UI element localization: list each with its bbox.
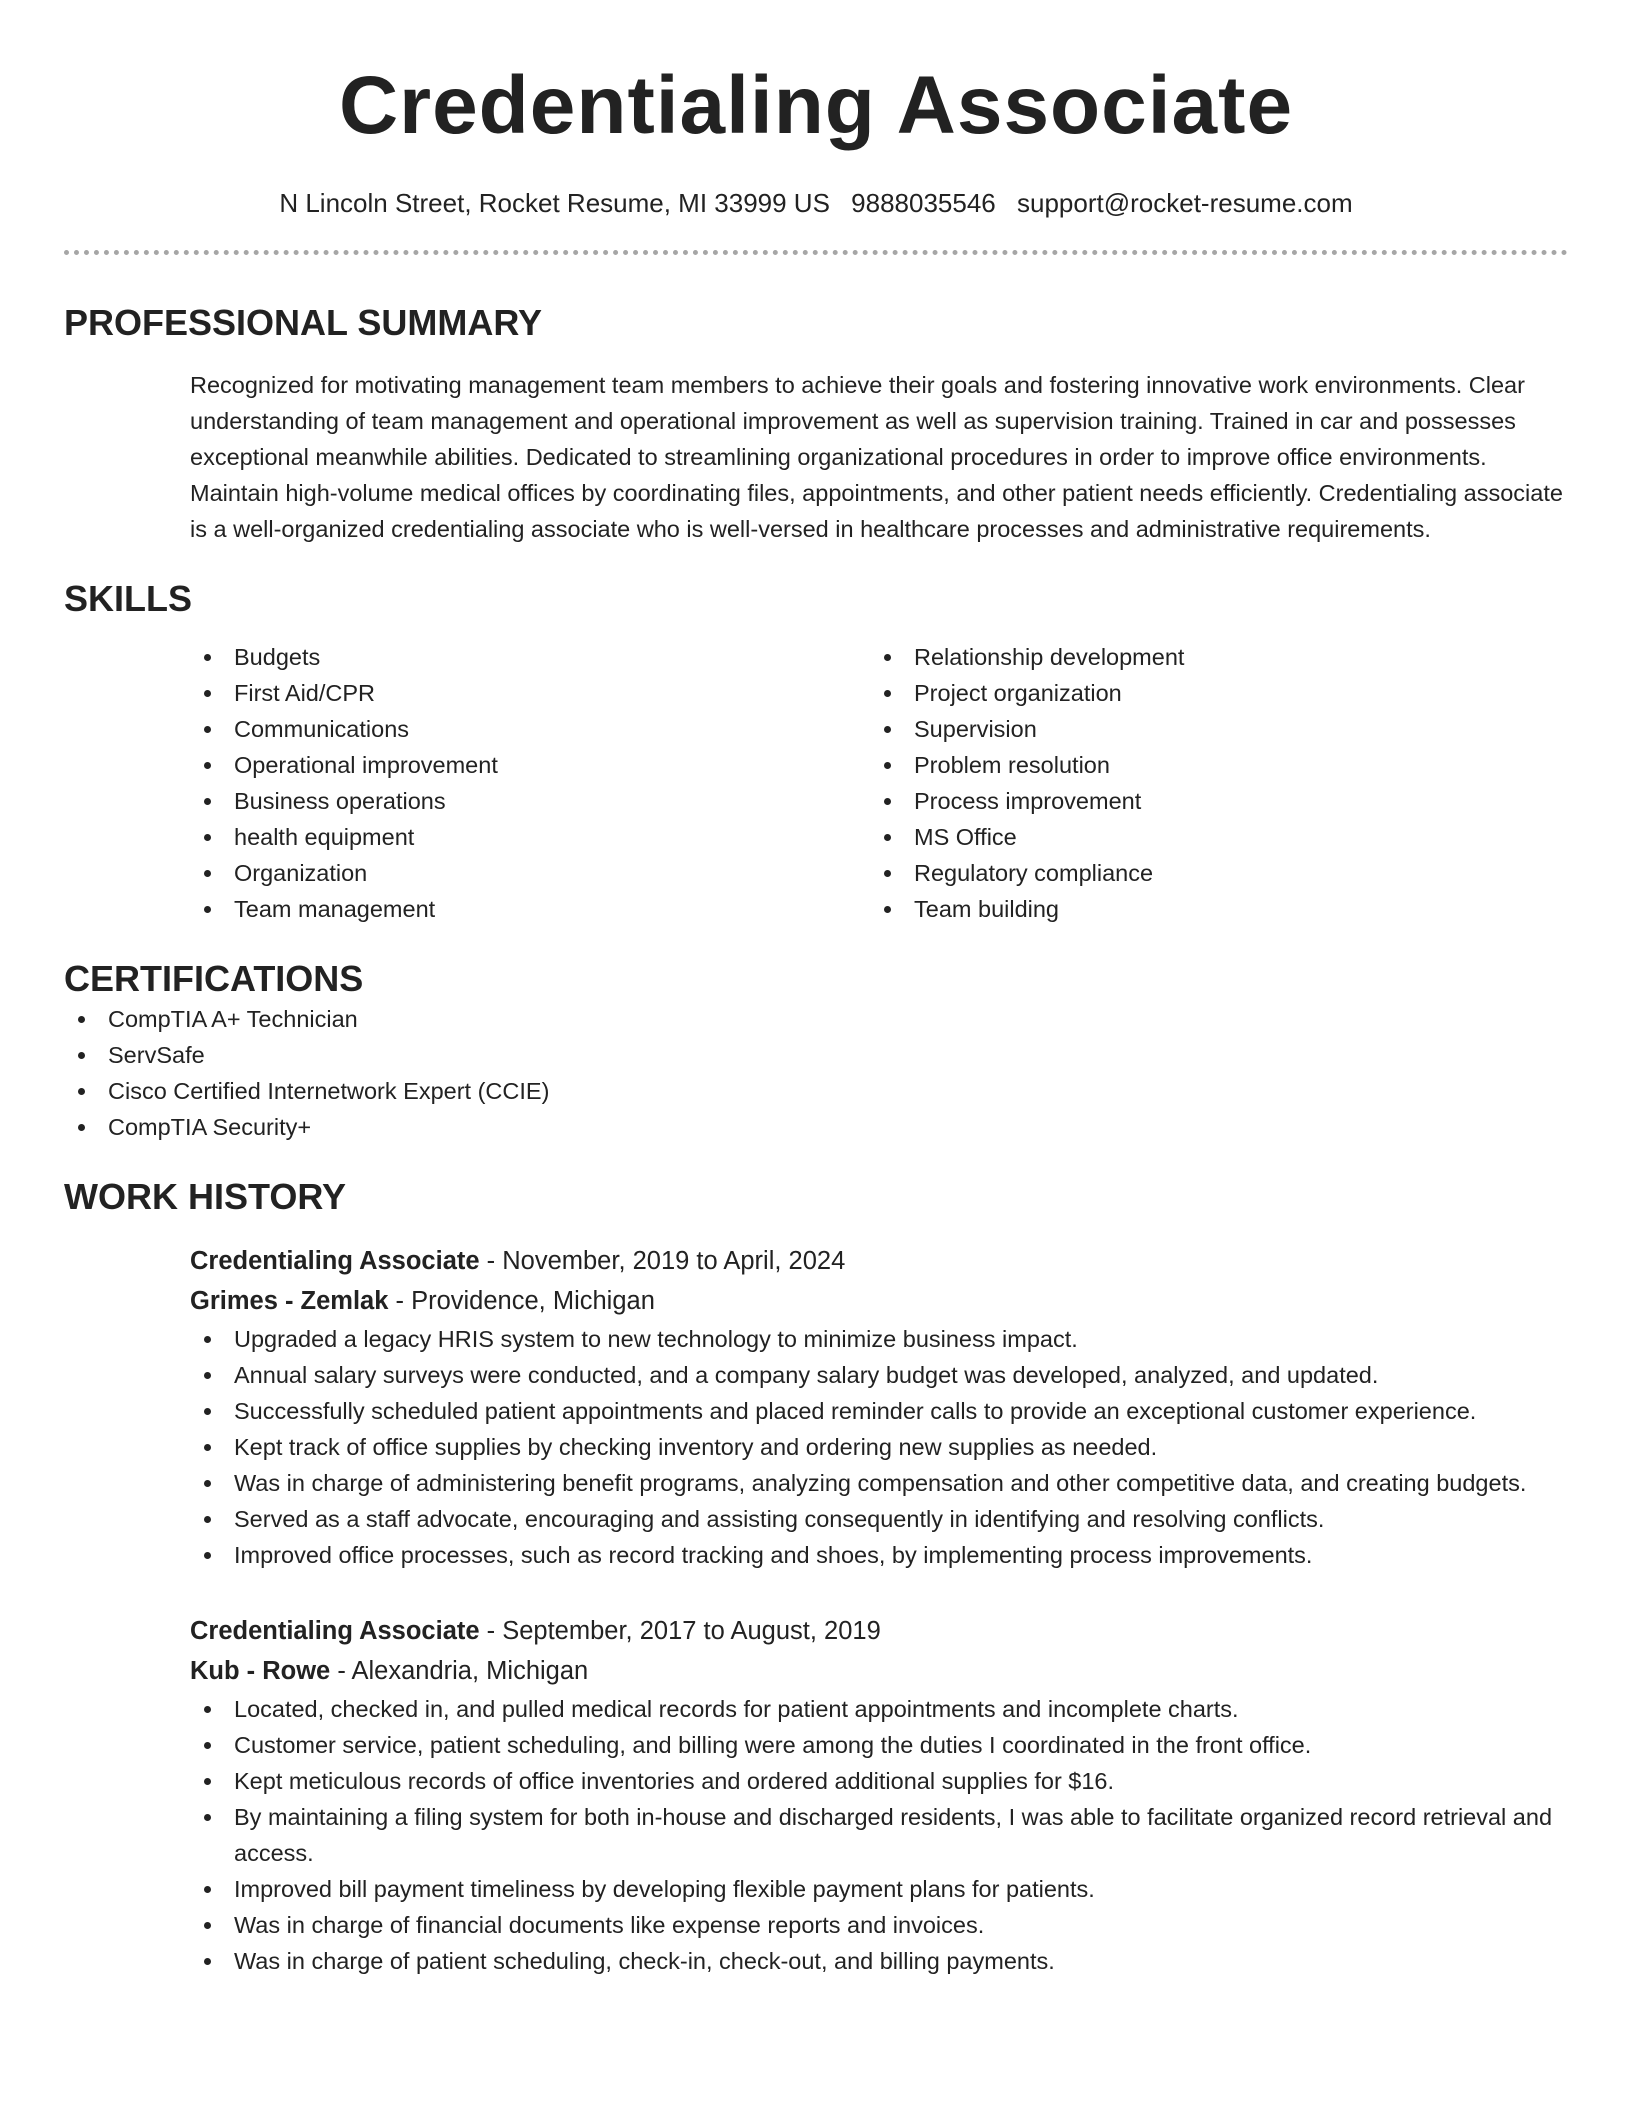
job-duties-list	[190, 1321, 1568, 1573]
skill-item: Team building	[870, 891, 1550, 927]
job-duty: Improved bill payment timeliness by developing flexible payment plans for patients.	[190, 1871, 1568, 1907]
job-company-line	[190, 1651, 1568, 1691]
skill-item: Supervision	[870, 711, 1550, 747]
job-duty: Kept meticulous records of office inventories and ordered additional supplies for $16.	[190, 1763, 1568, 1799]
contact-address: N Lincoln Street, Rocket Resume, MI 33999 US	[279, 188, 830, 218]
job-entry	[190, 1241, 1568, 1573]
job-duty: Successfully scheduled patient appointments and placed reminder calls to provide an exceptional customer experience.	[190, 1393, 1568, 1429]
skill-item: Operational improvement	[190, 747, 870, 783]
job-duty: Upgraded a legacy HRIS system to new technology to minimize business impact.	[190, 1321, 1568, 1357]
skill-item: Team management	[190, 891, 870, 927]
job-duty: Served as a staff advocate, encouraging and assisting consequently in identifying and resolving conflicts.	[190, 1501, 1568, 1537]
skills-list-right	[870, 639, 1550, 927]
job-duties-list	[190, 1691, 1568, 1979]
skill-item: Process improvement	[870, 783, 1550, 819]
job-company: Grimes - Zemlak	[190, 1287, 389, 1315]
certification-item: CompTIA A+ Technician	[64, 1001, 1568, 1037]
job-duty: Customer service, patient scheduling, and billing were among the duties I coordinated in the front office.	[190, 1727, 1568, 1763]
job-role: Credentialing Associate	[190, 1247, 480, 1275]
skills-heading: SKILLS	[64, 578, 193, 619]
job-duty: By maintaining a filing system for both in-house and discharged residents, I was able to facilitate organized record retrieval and access.	[190, 1799, 1568, 1871]
skill-item: Organization	[190, 855, 870, 891]
skill-item: MS Office	[870, 819, 1550, 855]
skill-item: Relationship development	[870, 639, 1550, 675]
skills-list-left	[190, 639, 870, 927]
job-company-line	[190, 1281, 1568, 1321]
job-title-line	[190, 1241, 1568, 1281]
work-history-heading: WORK HISTORY	[64, 1176, 347, 1217]
job-title-line	[190, 1611, 1568, 1651]
resume-name: Credentialing Associate	[338, 60, 1294, 151]
skill-item: health equipment	[190, 819, 870, 855]
summary-text: Recognized for motivating management team members to achieve their goals and fostering innovative work environments. Clear understanding of team management and operational improvement as well as supervision training. Trained in car and possesses exceptional meanwhile abilities. Dedicated to streamlining organizational procedures in order to improve office environments. Maintain high-volume medical offices by coordinating files, appointments, and other patient needs efficiently. Credentialing associate is a well-organized credentialing associate who is well-versed in healthcare processes and administrative requirements.	[190, 372, 1563, 542]
job-duty: Kept track of office supplies by checking inventory and ordering new supplies as needed.	[190, 1429, 1568, 1465]
resume-page	[64, 0, 1568, 1979]
skills-grid	[190, 639, 1568, 927]
certification-item: Cisco Certified Internetwork Expert (CCIE)	[64, 1073, 1568, 1109]
job-dates: - November, 2019 to April, 2024	[479, 1247, 846, 1275]
certification-item: CompTIA Security+	[64, 1109, 1568, 1145]
job-location: - Alexandria, Michigan	[330, 1657, 589, 1685]
header-divider	[64, 250, 1568, 255]
skills-column-left	[190, 639, 870, 927]
job-dates: - September, 2017 to August, 2019	[479, 1617, 881, 1645]
skill-item: Business operations	[190, 783, 870, 819]
skill-item: Project organization	[870, 675, 1550, 711]
summary-heading: PROFESSIONAL SUMMARY	[64, 302, 543, 343]
job-duty: Annual salary surveys were conducted, and a company salary budget was developed, analyzed, and updated.	[190, 1357, 1568, 1393]
skill-item: Regulatory compliance	[870, 855, 1550, 891]
job-role: Credentialing Associate	[190, 1617, 480, 1645]
skill-item: Communications	[190, 711, 870, 747]
contact-line	[64, 184, 1568, 222]
job-duty: Located, checked in, and pulled medical records for patient appointments and incomplete charts.	[190, 1691, 1568, 1727]
job-duty: Was in charge of patient scheduling, check-in, check-out, and billing payments.	[190, 1943, 1568, 1979]
certification-item: ServSafe	[64, 1037, 1568, 1073]
certifications-heading: CERTIFICATIONS	[64, 958, 364, 999]
skill-item: Budgets	[190, 639, 870, 675]
contact-email: support@rocket-resume.com	[1017, 188, 1353, 218]
skill-item: Problem resolution	[870, 747, 1550, 783]
skill-item: First Aid/CPR	[190, 675, 870, 711]
contact-phone: 9888035546	[851, 188, 996, 218]
job-duty: Was in charge of administering benefit programs, analyzing compensation and other competitive data, and creating budgets.	[190, 1465, 1568, 1501]
job-duty: Improved office processes, such as record tracking and shoes, by implementing process improvements.	[190, 1537, 1568, 1573]
job-duty: Was in charge of financial documents like expense reports and invoices.	[190, 1907, 1568, 1943]
certifications-list	[64, 1001, 1568, 1145]
skills-column-right	[870, 639, 1550, 927]
job-entry	[190, 1611, 1568, 1979]
job-company: Kub - Rowe	[190, 1657, 331, 1685]
job-location: - Providence, Michigan	[388, 1287, 655, 1315]
